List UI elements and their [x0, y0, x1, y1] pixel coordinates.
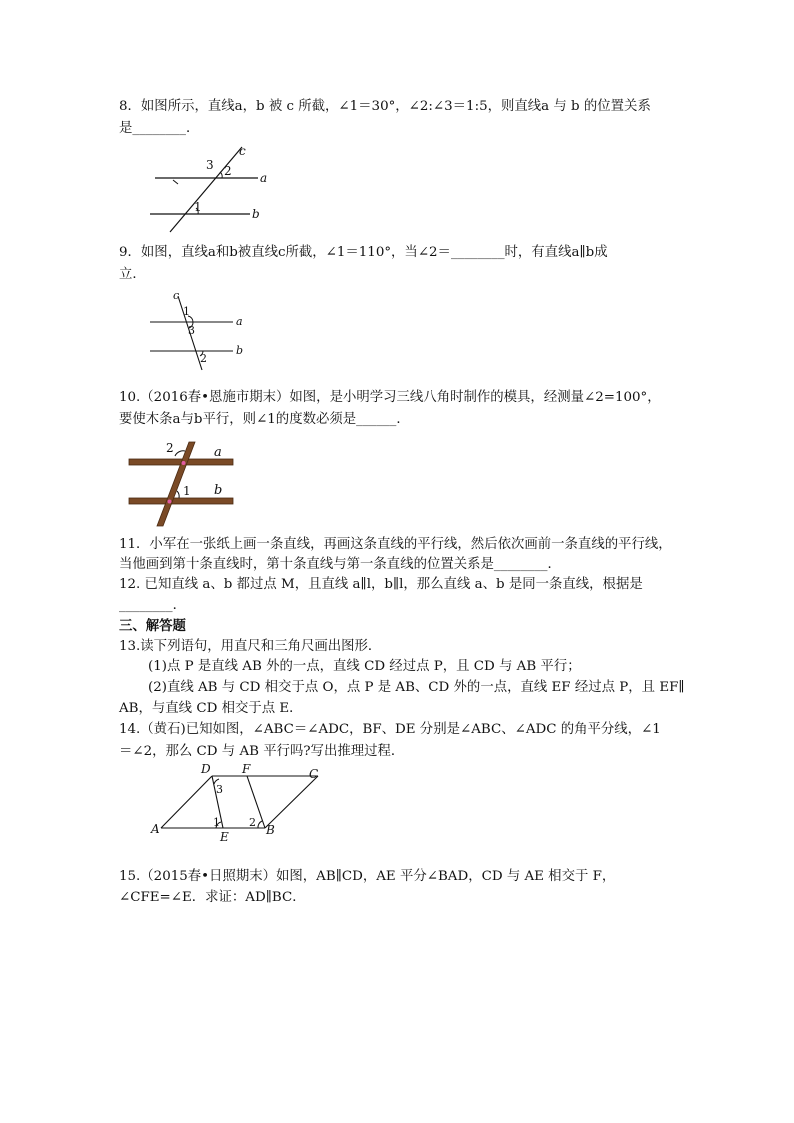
q14-label-E: E: [220, 830, 229, 844]
q14-figure: [148, 762, 333, 844]
q10-line2: 要使木条a与b平行，则∠1的度数必须是______．: [119, 412, 410, 427]
q9-line1: 9．如图，直线a和b被直线c所截，∠1＝110°，当∠2＝________时，有直线a∥b成: [119, 245, 608, 260]
q14-line-ad: [161, 776, 212, 828]
q14-line2: ＝∠2，那么 CD 与 AB 平行吗?写出推理过程．: [119, 744, 405, 759]
q10-label-2: 2: [166, 441, 174, 455]
q9-label-3: 3: [188, 324, 195, 337]
section-title-3: 三、解答题: [119, 619, 186, 634]
q13-line4: AB，与直线 CD 相交于点 E．: [119, 701, 303, 716]
q8-figure: [140, 145, 280, 235]
q10-label-b: b: [214, 483, 223, 498]
q13-line2: (1)点 P 是直线 AB 外的一点，直线 CD 经过点 P，且 CD 与 AB 平行；: [148, 659, 581, 674]
q14-label-3: 3: [216, 783, 223, 796]
q14-label-D: D: [201, 762, 211, 776]
q14-label-C: C: [309, 767, 319, 781]
q14-label-2: 2: [249, 816, 256, 829]
q12-line1: 12. 已知直线 a、b 都过点 M，且直线 a∥l，b∥l，那么直线 a、b 是同一条直线，根据是: [119, 577, 643, 592]
q10-pin-top: [182, 461, 186, 465]
q11-line2: 当他画到第十条直线时，第十条直线与第一条直线的位置关系是________．: [119, 557, 561, 572]
q10-figure: [125, 436, 245, 528]
q10-pin-bottom: [168, 500, 172, 504]
q13-line1: 13.读下列语句，用直尺和三角尺画出图形．: [119, 639, 382, 654]
q8-label-c: c: [239, 144, 246, 158]
q8-label-2: 2: [224, 164, 232, 178]
q14-label-B: B: [266, 823, 275, 837]
q8-angle-arc-2: [220, 172, 222, 178]
q12-line2: ________．: [119, 598, 186, 613]
q9-label-a: a: [236, 315, 243, 328]
q14-label-F: F: [242, 762, 251, 776]
q8-line2: 是________．: [119, 121, 200, 136]
q11-line1: 11．小军在一张纸上画一条直线，再画这条直线的平行线，然后依次画前一条直线的平行线，: [119, 537, 672, 552]
q10-line1: 10.（2016春•恩施市期末）如图，是小明学习三线八角时制作的模具，经测量∠2=100°，: [119, 390, 661, 405]
q8-label-a: a: [260, 171, 268, 185]
q8-line1: 8．如图所示，直线a，b 被 c 所截，∠1＝30°，∠2:∠3＝1:5，则直线a 与 b 的位置关系: [119, 99, 651, 114]
q10-angle-arc-2: [175, 451, 185, 456]
q15-line1: 15.（2015春•日照期末）如图，AB∥CD，AE 平分∠BAD，CD 与 AE 相交于 F，: [119, 869, 616, 884]
q14-angle-arc-2: [258, 821, 262, 828]
q9-line2: 立．: [119, 267, 146, 282]
q10-label-1: 1: [183, 484, 191, 498]
q9-label-b: b: [236, 344, 244, 357]
q8-label-1: 1: [194, 200, 202, 214]
q8-label-b: b: [252, 207, 260, 221]
q9-figure: [145, 290, 255, 372]
q9-label-c: c: [173, 289, 180, 302]
q14-label-1: 1: [213, 816, 220, 829]
q8-label-3: 3: [206, 158, 214, 172]
q10-angle-arc-1: [177, 491, 179, 498]
q14-line-bc: [265, 776, 318, 828]
q10-label-a: a: [214, 445, 222, 460]
q8-tick-mark: [173, 180, 178, 184]
q15-line2: ∠CFE=∠E．求证：AD∥BC．: [119, 890, 306, 905]
q10-wood-b: [129, 498, 233, 504]
q14-line1: 14.（黄石)已知如图，∠ABC＝∠ADC，BF、DE 分别是∠ABC、∠ADC 的角平分线，∠1: [119, 722, 661, 737]
q9-label-1: 1: [183, 305, 190, 318]
q9-label-2: 2: [200, 352, 207, 365]
q13-line3: (2)直线 AB 与 CD 相交于点 O，点 P 是 AB、CD 外的一点，直线 EF 经过点 P，且 EF∥: [148, 680, 685, 695]
q14-label-A: A: [151, 822, 160, 836]
